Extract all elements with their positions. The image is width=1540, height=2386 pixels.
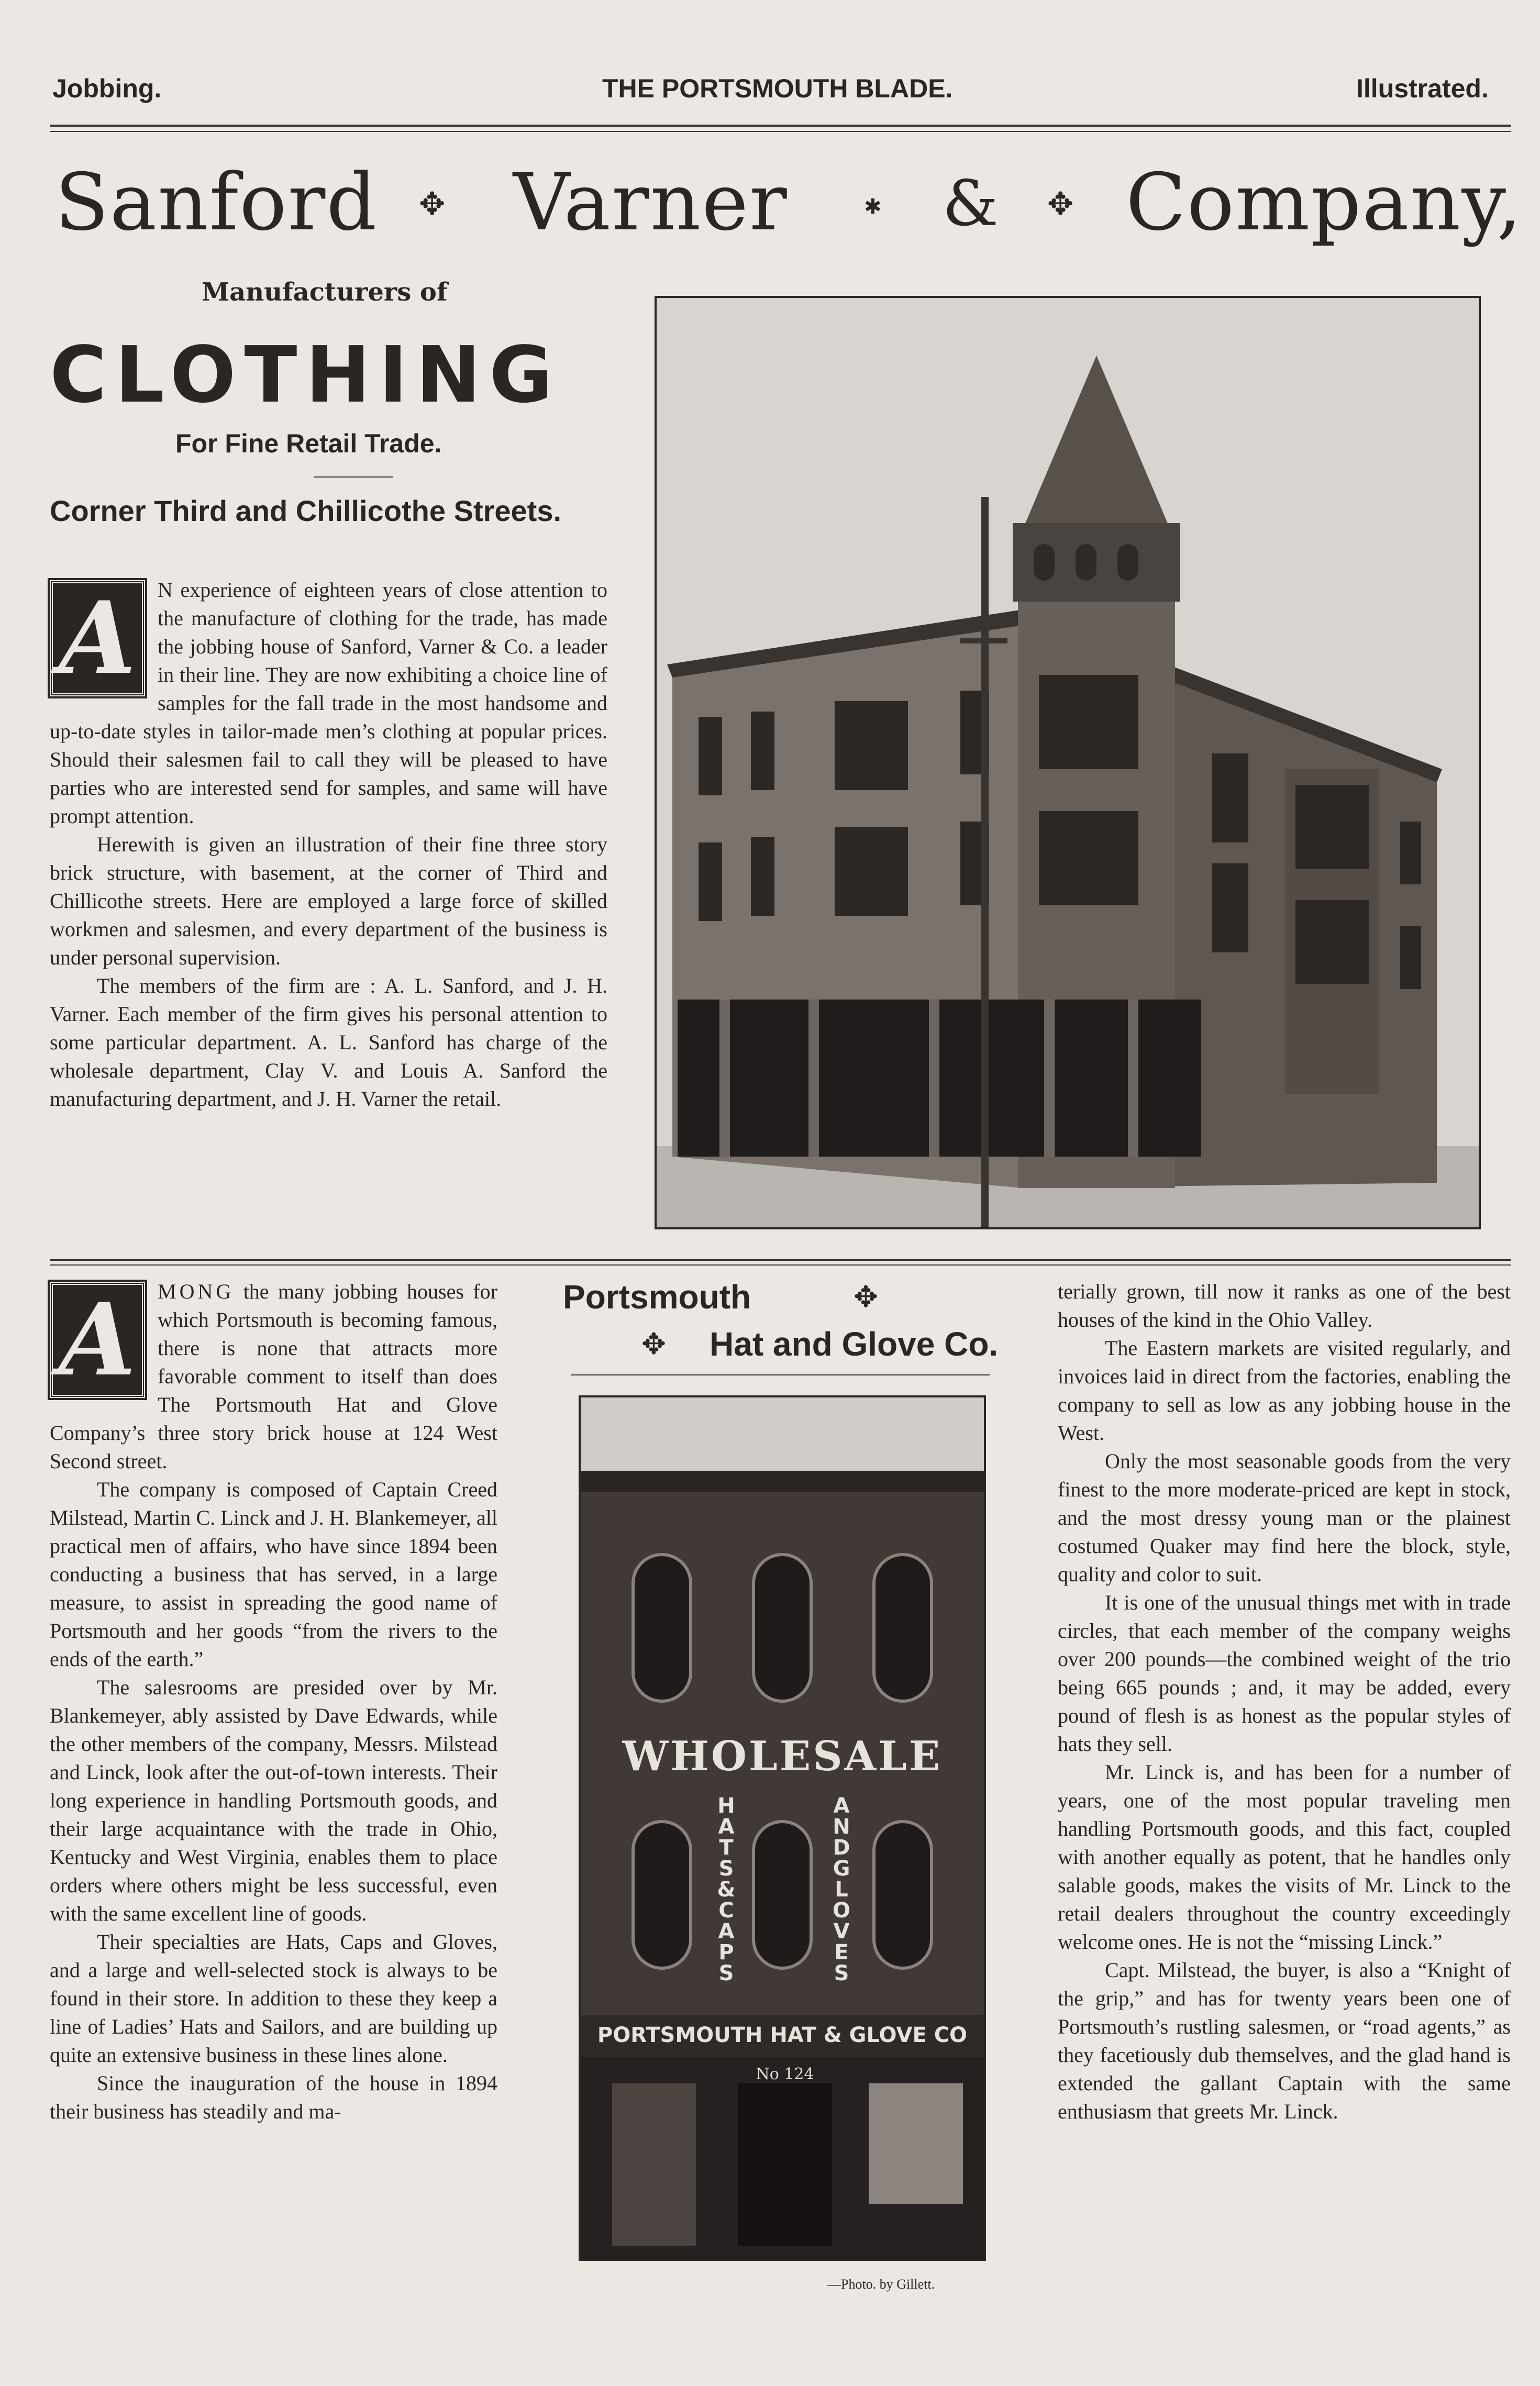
sign-hats-caps: HATS & CAPS [717, 1794, 736, 1985]
hat-para-2: The company is composed of Captain Creed Milstead, Martin C. Linck and J. H. Blankemeyer, all practical men of affairs, who have since 1894 been conducting a business that has served, in a large measure, to assist in spreading the good name of Portsmouth and her goods “from the rivers to the ends of the earth.” [50, 1478, 497, 1671]
hat-para-1-rest: the many jobbing houses for which Portsmouth is becoming famous, there is none that attracts more favorable comment to itself than does The Portsmouth Hat and Glove Company’s three story brick house at 124 West Second street. [50, 1280, 497, 1473]
photo-credit: —Photo. by Gillett. [827, 2277, 935, 2292]
trade-subtitle: For Fine Retail Trade. [175, 429, 442, 458]
title-company: Company, [1126, 157, 1523, 248]
title-varner: Varner [513, 157, 788, 248]
hat-para-1-first-word: MONG [158, 1280, 235, 1303]
manufacturers-of: Manufacturers of [202, 278, 448, 307]
sign-company: PORTSMOUTH HAT & GLOVE CO [597, 2023, 968, 2047]
divider-short [314, 476, 393, 478]
sanford-article [50, 576, 607, 1113]
ornament-icon: ✥ [854, 1280, 878, 1314]
ornament-icon: ✱ [864, 195, 882, 219]
sanford-para-1: N experience of eighteen years of close attention to the manufacture of clothing for the trade, has made the jobbing house of Sanford, Varner & Co. a leader in their line. They are now exhibiting a choice line of samples for the fall trade in the most handsome and up-to-date styles in tailor-made men’s clothing at popular prices. Should their salesmen fail to call they will be pleased to have parties who are interested send for samples, and same will have prompt attention. [50, 578, 607, 828]
hat-right-para-1: terially grown, till now it ranks as one of the best houses of the kind in the Ohio Valley. [1058, 1280, 1511, 1331]
hat-title-rule [571, 1374, 990, 1375]
ornament-icon: ✥ [419, 186, 446, 223]
sign-and-gloves: AND GLOVES [832, 1794, 850, 1985]
hat-article-left [50, 1278, 497, 2126]
hat-building-photo [579, 1395, 986, 2261]
hat-article-right [1058, 1278, 1511, 2126]
sanford-para-3: The members of the firm are : A. L. Sanford, and J. H. Varner. Each member of the firm gives his personal attention to some particular department. A. L. Sanford has charge of the wholesale department, Clay V. and Louis A. Sanford the manufacturing department, and J. H. Varner the retail. [50, 974, 607, 1111]
section-rule [50, 1259, 1511, 1261]
dropcap-a: A [50, 580, 145, 696]
sign-wholesale: WHOLESALE [622, 1733, 943, 1780]
title-sanford: Sanford [55, 157, 378, 248]
sanford-building-photo [655, 296, 1481, 1229]
sign-number: No 124 [756, 2065, 814, 2083]
hat-title-line1: Portsmouth [563, 1278, 751, 1316]
hat-right-para-2: The Eastern markets are visited regularly, and invoices laid in direct from the factories, enabling the company to sell as low as any jobbing house in the West. [1058, 1336, 1511, 1445]
building-illustration [657, 298, 1479, 1227]
corner-heading: Corner Third and Chillicothe Streets. [50, 494, 562, 527]
hat-right-para-6: Capt. Milstead, the buyer, is also a “Knight of the grip,” and has for twenty years been one of Portsmouth’s rustling salesmen, or “road agents,” as they facetiously dub themselves, and the glad hand is extended the gallant Captain with the same enthusiasm that greets Mr. Linck. [1058, 1958, 1511, 2123]
hat-title-line2: Hat and Glove Co. [710, 1325, 999, 1363]
header-rule-thin [50, 131, 1511, 132]
header-center: THE PORTSMOUTH BLADE. [602, 74, 953, 103]
hat-para-5: Since the inauguration of the house in 1894 their business has steadily and ma- [50, 2071, 497, 2123]
section-rule-thin [50, 1264, 1511, 1266]
ornament-icon: ✥ [641, 1327, 666, 1361]
dropcap-a: A [50, 1282, 145, 1398]
header-left: Jobbing. [52, 74, 162, 103]
ornament-icon: ✥ [1047, 186, 1074, 223]
storefront-illustration [581, 1397, 984, 2259]
hat-right-para-5: Mr. Linck is, and has been for a number of years, one of the most popular traveling men handling Portsmouth goods, and this fact, coupled with another equally as potent, that he handles only salable goods, makes the visits of Mr. Linck to the retail dealers throughout the country exceedingly welcome ones. He is not the “missing Linck.” [1058, 1760, 1511, 1954]
title-ampersand: & [943, 168, 1000, 240]
hat-para-4: Their specialties are Hats, Caps and Gloves, and a large and well-selected stock is always to be found in their store. In addition to these they keep a line of Ladies’ Hats and Sailors, and are building up quite an extensive business in these lines alone. [50, 1930, 497, 2067]
hat-right-para-3: Only the most seasonable goods from the very finest to the more moderate-priced are kept in stock, and the most dressy young man or the plainest costumed Quaker may find here the block, style, quality and color to suit. [1058, 1449, 1511, 1586]
sanford-para-2: Herewith is given an illustration of their fine three story brick structure, with basement, at the corner of Third and Chillicothe streets. Here are employed a large force of skilled workmen and salesmen, and every department of the business is under personal supervision. [50, 833, 607, 969]
clothing-heading: CLOTHING [50, 330, 561, 420]
header-right: Illustrated. [1356, 74, 1489, 103]
header-rule [50, 125, 1511, 127]
hat-para-3: The salesrooms are presided over by Mr. Blankemeyer, ably assisted by Dave Edwards, while the other members of the company, Messrs. Milstead and Linck, look after the out-of-town interests. Their long experience in handling Portsmouth goods, and their large acquaintance with the trade in Ohio, Kentucky and West Virginia, enables them to place orders where others might be less successful, even with the same excellent line of goods. [50, 1675, 497, 1925]
hat-right-para-4: It is one of the unusual things met with in trade circles, that each member of the company weighs over 200 pounds—the combined weight of the trio being 665 pounds ; and, it may be added, every pound of flesh is as honest as the popular styles of hats they sell. [1058, 1591, 1511, 1756]
